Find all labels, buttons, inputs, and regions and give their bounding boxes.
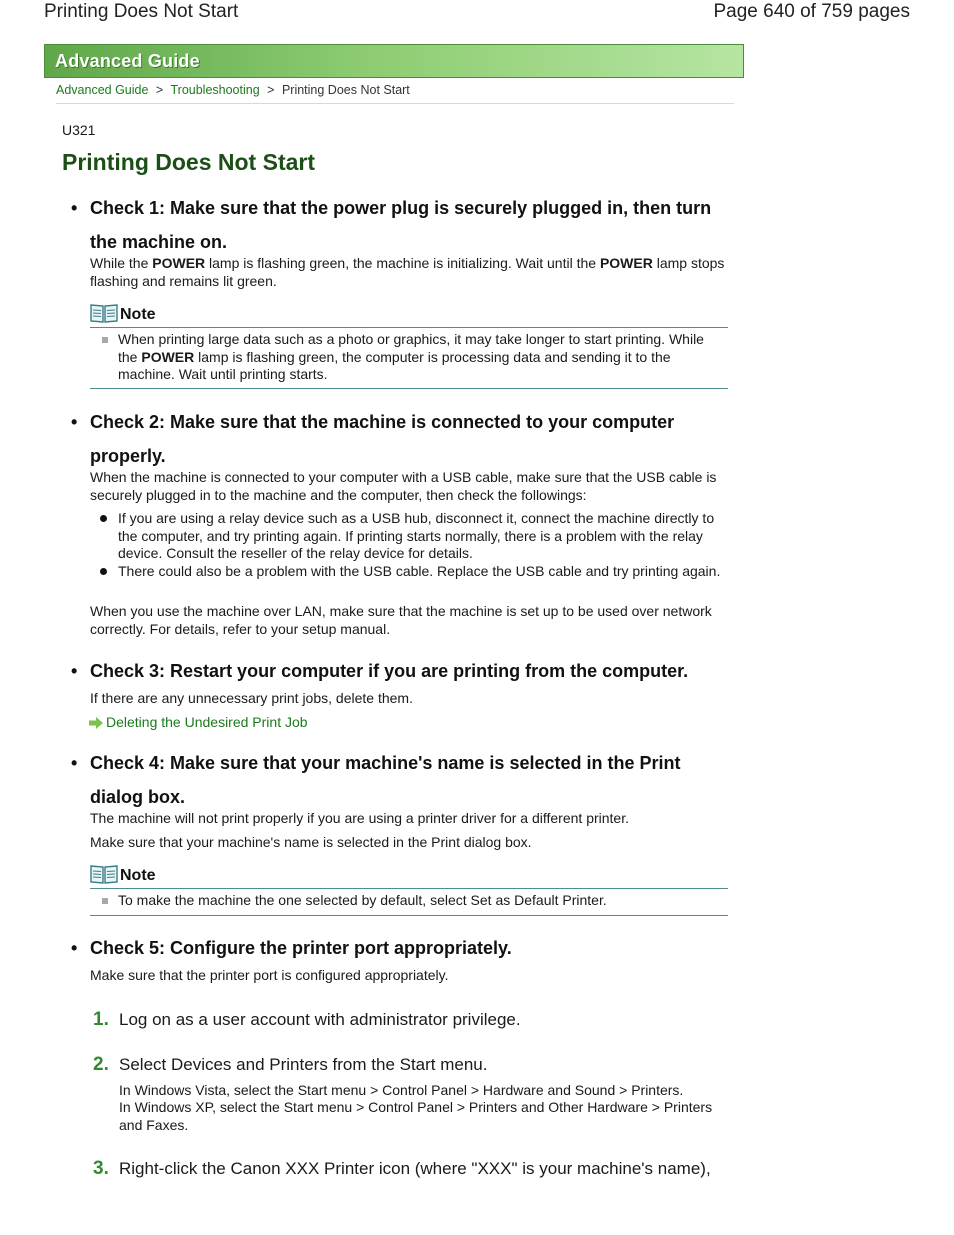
note-text: To make the machine the one selected by default, select Set as Default Printer. <box>118 892 607 908</box>
check-1-heading <box>71 191 730 259</box>
breadcrumb-current: Printing Does Not Start <box>281 83 410 97</box>
breadcrumb-link-troubleshooting[interactable]: Troubleshooting <box>170 83 260 97</box>
check-3-heading <box>71 654 730 688</box>
list-item <box>118 510 726 563</box>
power-label: POWER <box>152 255 206 271</box>
step-text: Right-click the Canon XXX Printer icon (where "XXX" is your machine's name), <box>119 1159 711 1178</box>
list-item-text: If you are using a relay device such as a USB hub, disconnect it, connect the machine directly to the computer, and try printing again. If printing starts normally, there is a problem with the relay device. Consult the reseller of the relay device for details. <box>118 510 715 561</box>
note-label: Note <box>120 306 156 323</box>
check-2-heading <box>71 405 730 473</box>
link-text[interactable]: Deleting the Undesired Print Job <box>106 714 308 730</box>
check-1-heading-text: Check 1: Make sure that the power plug is securely plugged in, then turn the machine on. <box>90 198 712 252</box>
banner-label: Advanced Guide <box>55 51 200 71</box>
check-3-heading-text: Check 3: Restart your computer if you are printing from the computer. <box>90 661 689 681</box>
check-2-text: When the machine is connected to your computer with a USB cable, make sure that the USB cable is securely plugged in to the machine and the computer, then check the followings: <box>90 469 717 503</box>
text: lamp stops flashing and remains lit green. <box>90 255 725 289</box>
text: When printing large data such as a photo or graphics, it may take longer to start printing. While the <box>118 331 704 365</box>
error-code: U321 <box>62 122 96 138</box>
book-icon <box>90 303 118 323</box>
bullet-icon <box>100 568 107 575</box>
square-bullet-icon <box>102 337 108 343</box>
text: lamp is flashing green, the computer is processing data and sending it to the machine. Wait until printing starts. <box>118 348 671 382</box>
step-number: 3. <box>93 1158 109 1179</box>
note-label: Note <box>120 867 156 884</box>
check-4-text: The machine will not print properly if you are using a printer driver for a different printer. <box>90 810 629 826</box>
bullet-icon: • <box>71 938 78 958</box>
step-text: Log on as a user account with administrator privilege. <box>119 1010 521 1029</box>
book-icon <box>90 864 118 884</box>
check-4-heading-text: Check 4: Make sure that your machine's name is selected in the Print dialog box. <box>90 753 681 807</box>
list-item <box>118 563 726 581</box>
check-1-text <box>90 255 730 290</box>
advanced-guide-banner <box>44 44 744 78</box>
delete-print-job-link[interactable] <box>89 714 308 730</box>
power-label: POWER <box>141 348 195 365</box>
check-2-heading-text: Check 2: Make sure that the machine is connected to your computer properly. <box>90 412 675 466</box>
note-header <box>90 301 728 328</box>
breadcrumb-divider <box>56 103 734 104</box>
note-body <box>90 889 728 916</box>
arrow-right-icon <box>89 717 103 729</box>
bullet-icon: • <box>71 661 78 681</box>
check-5-heading-text: Check 5: Configure the printer port appropriately. <box>90 938 512 958</box>
page-counter: Page 640 of 759 pages <box>713 1 910 22</box>
step-subtext: In Windows XP, select the Start menu > Control Panel > Printers and Other Hardware > Printers and Faxes. <box>119 1099 713 1133</box>
breadcrumb-separator: > <box>267 83 275 97</box>
check-5-text: Make sure that the printer port is configured appropriately. <box>90 967 449 983</box>
step-number: 2. <box>93 1054 109 1075</box>
square-bullet-icon <box>102 898 108 904</box>
bullet-icon: • <box>71 198 78 218</box>
breadcrumb-link-advanced-guide[interactable]: Advanced Guide <box>56 83 149 97</box>
step-number: 1. <box>93 1009 109 1030</box>
check-5-heading <box>71 931 730 965</box>
note-text <box>118 331 718 384</box>
bullet-icon: • <box>71 412 78 432</box>
step-subtext: In Windows Vista, select the Start menu > Control Panel > Hardware and Sound > Printers. <box>119 1082 684 1098</box>
document-title: Printing Does Not Start <box>44 1 239 22</box>
power-label: POWER <box>599 255 653 271</box>
check-4-heading <box>71 746 730 814</box>
breadcrumb-separator: > <box>155 83 164 97</box>
text: lamp is flashing green, the machine is initializing. Wait until the <box>205 255 600 271</box>
note-header <box>90 862 728 889</box>
step-text: Select Devices and Printers from the Start menu. <box>119 1055 488 1074</box>
check-3-text: If there are any unnecessary print jobs, delete them. <box>90 690 413 706</box>
bullet-icon: • <box>71 753 78 773</box>
note-body <box>90 328 728 389</box>
check-4-text-2: Make sure that your machine's name is selected in the Print dialog box. <box>90 834 532 850</box>
list-item-text: There could also be a problem with the USB cable. Replace the USB cable and try printing again. <box>118 563 721 579</box>
breadcrumb <box>56 83 410 97</box>
check-2-lan-text: When you use the machine over LAN, make sure that the machine is set up to be used over network correctly. For details, refer to your setup manual. <box>90 603 712 637</box>
page-title: Printing Does Not Start <box>62 149 316 175</box>
bullet-icon <box>100 515 107 522</box>
text: While the <box>90 255 153 271</box>
